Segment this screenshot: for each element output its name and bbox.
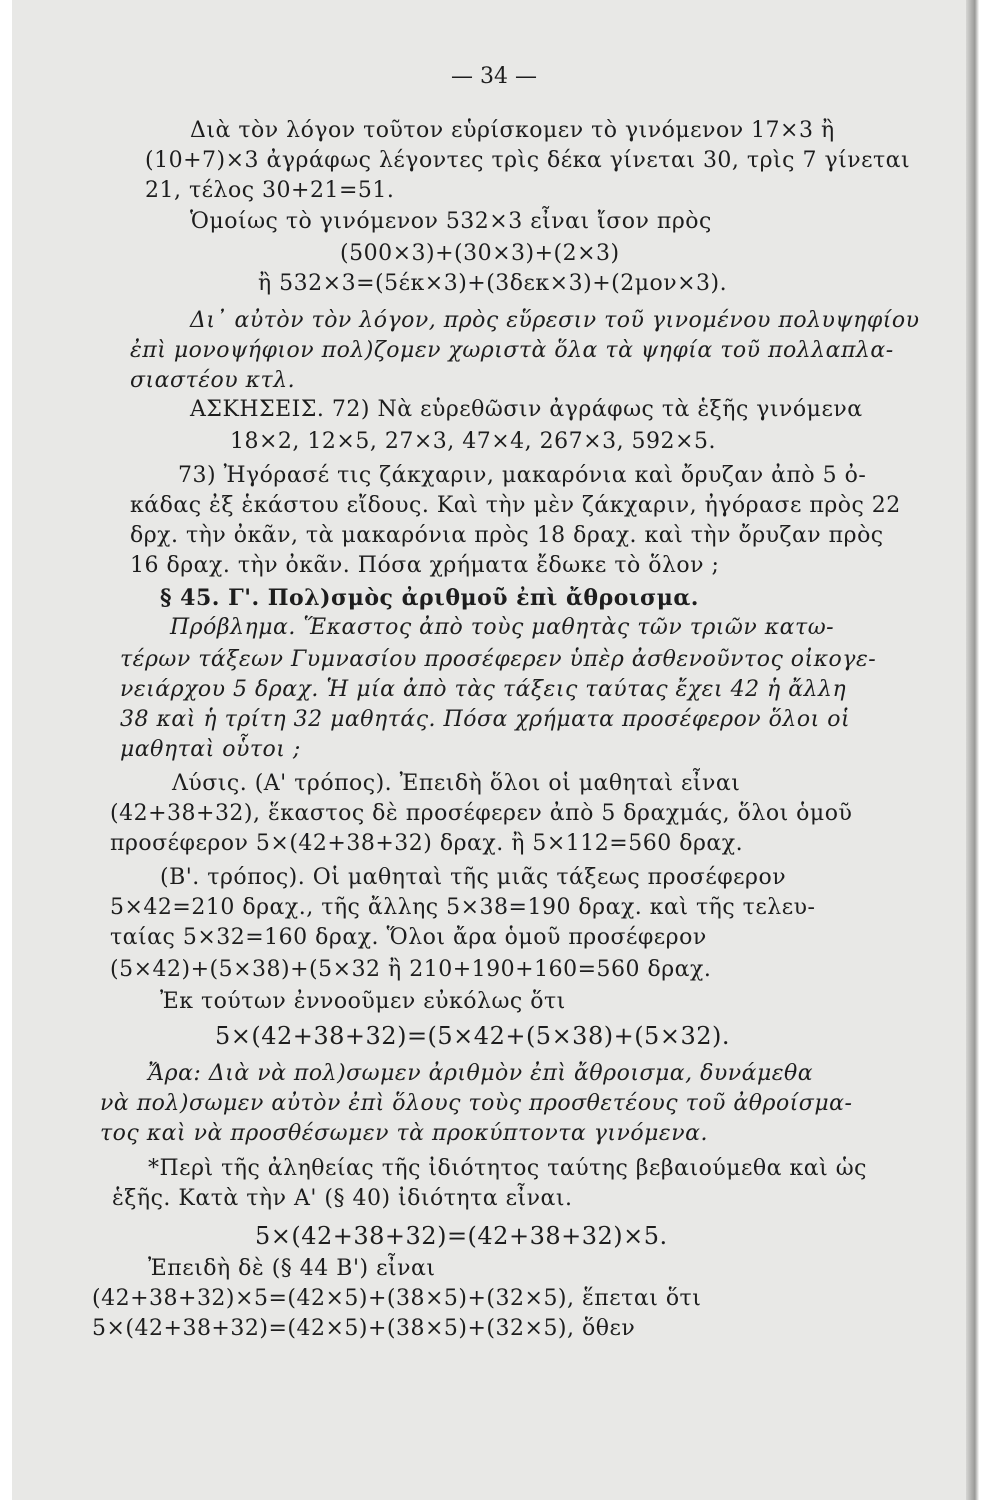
formula-line: 5×(42+38+32)=(42+38+32)×5. — [255, 1222, 668, 1250]
proof-line: *Περὶ τῆς ἀληθείας τῆς ἰδιότητος ταύτης βεβαιούμεθα καὶ ὡς — [148, 1156, 867, 1181]
proof-line: (42+38+32)×5=(42×5)+(38×5)+(32×5), ἕπεται ὅτι — [92, 1286, 702, 1311]
exercise-line: 73) Ἠγόρασέ τις ζάκχαριν, μακαρόνια καὶ ὄρυζαν ἀπὸ 5 ὀ- — [178, 463, 867, 488]
proof-line: ἑξῆς. Κατὰ τὴν Α' (§ 40) ἰδιότητα εἶναι. — [112, 1186, 573, 1211]
page-left-margin — [0, 0, 12, 1500]
exercise-line: 16 δραχ. τὴν ὀκᾶν. Πόσα χρήματα ἔδωκε τὸ ὅλον ; — [130, 553, 720, 578]
solution-line: (42+38+32), ἕκαστος δὲ προσέφερεν ἀπὸ 5 δραχμάς, ὅλοι ὁμοῦ — [110, 801, 853, 826]
problem-line: νειάρχου 5 δραχ. Ἡ μία ἀπὸ τὰς τάξεις ταύτας ἔχει 42 ἡ ἄλλη — [120, 677, 847, 702]
exercise-line: δρχ. τὴν ὀκᾶν, τὰ μακαρόνια πρὸς 18 δραχ. καὶ τὴν ὄρυζαν πρὸς — [130, 523, 884, 548]
solution-line: (Β'. τρόπος). Οἱ μαθηταὶ τῆς μιᾶς τάξεως προσέφερον — [160, 865, 787, 890]
section-heading: § 45. Γ'. Πολ)σμὸς ἀριθμοῦ ἐπὶ ἄθροισμα. — [160, 585, 699, 611]
exercises-heading: ΑΣΚΗΣΕΙΣ. 72) Νὰ εὑρεθῶσιν ἀγράφως τὰ ἑξῆς γινόμενα — [190, 397, 863, 422]
solution-line: 5×42=210 δραχ., τῆς ἄλλης 5×38=190 δραχ. καὶ τῆς τελευ- — [110, 895, 816, 920]
rule-line: τος καὶ νὰ προσθέσωμεν τὰ προκύπτοντα γινόμενα. — [100, 1121, 708, 1146]
formula-line: 5×(42+38+32)=(5×42+(5×38)+(5×32). — [215, 1022, 730, 1050]
proof-line: Ἐπειδὴ δὲ (§ 44 Β') εἶναι — [148, 1256, 436, 1281]
text-line: (10+7)×3 ἀγράφως λέγοντες τρὶς δέκα γίνεται 30, τρὶς 7 γίνεται — [145, 148, 911, 173]
text-line: 21, τέλος 30+21=51. — [145, 178, 395, 203]
problem-line: μαθηταὶ οὗτοι ; — [120, 737, 301, 762]
text-line: Ὁμοίως τὸ γινόμενον 532×3 εἶναι ἴσον πρὸς — [190, 209, 712, 234]
formula-line: ἢ 532×3=(5έκ×3)+(3δεκ×3)+(2μον×3). — [258, 271, 728, 296]
rule-line: σιαστέου κτλ. — [130, 368, 296, 393]
problem-line: Πρόβλημα. Ἕκαστος ἀπὸ τοὺς μαθητὰς τῶν τριῶν κατω- — [170, 615, 835, 640]
formula-line: (500×3)+(30×3)+(2×3) — [340, 241, 620, 266]
rule-line: Δι᾽ αὐτὸν τὸν λόγον, πρὸς εὕρεσιν τοῦ γινομένου πολυψηφίου — [190, 308, 920, 333]
text-line: Διὰ τὸν λόγον τοῦτον εὑρίσκομεν τὸ γινόμενον 17×3 ἢ — [190, 118, 835, 143]
rule-line: νὰ πολ)σωμεν αὐτὸν ἐπὶ ὅλους τοὺς προσθετέους τοῦ ἀθροίσμα- — [100, 1091, 853, 1116]
page-right-edge — [966, 0, 988, 1500]
problem-line: 38 καὶ ἡ τρίτη 32 μαθητάς. Πόσα χρήματα προσέφερον ὅλοι οἱ — [120, 707, 851, 732]
solution-line: Ἐκ τούτων ἐννοοῦμεν εὐκόλως ὅτι — [160, 989, 566, 1014]
solution-line: Λύσις. (Α' τρόπος). Ἐπειδὴ ὅλοι οἱ μαθηταὶ εἶναι — [172, 771, 741, 796]
proof-line: 5×(42+38+32)=(42×5)+(38×5)+(32×5), ὅθεν — [92, 1316, 636, 1341]
rule-line: Ἄρα: Διὰ νὰ πολ)σωμεν ἀριθμὸν ἐπὶ ἄθροισμα, δυνάμεθα — [148, 1061, 814, 1086]
solution-line: (5×42)+(5×38)+(5×32 ἢ 210+190+160=560 δραχ. — [110, 957, 712, 982]
solution-line: ταίας 5×32=160 δραχ. Ὅλοι ἄρα ὁμοῦ προσέφερον — [110, 925, 707, 950]
solution-line: προσέφερον 5×(42+38+32) δραχ. ἢ 5×112=560 δραχ. — [110, 831, 744, 856]
rule-line: ἐπὶ μονοψήφιον πολ)ζομεν χωριστὰ ὅλα τὰ ψηφία τοῦ πολλαπλα- — [130, 338, 894, 363]
exercise-line: κάδας ἐξ ἑκάστου εἴδους. Καὶ τὴν μὲν ζάκχαριν, ἠγόρασε πρὸς 22 — [130, 493, 901, 518]
page-number: — 34 — — [451, 64, 537, 89]
problem-line: τέρων τάξεων Γυμνασίου προσέφερεν ὑπὲρ ἀσθενοῦντος οἰκογε- — [120, 647, 877, 672]
exercise-line: 18×2, 12×5, 27×3, 47×4, 267×3, 592×5. — [230, 429, 716, 454]
